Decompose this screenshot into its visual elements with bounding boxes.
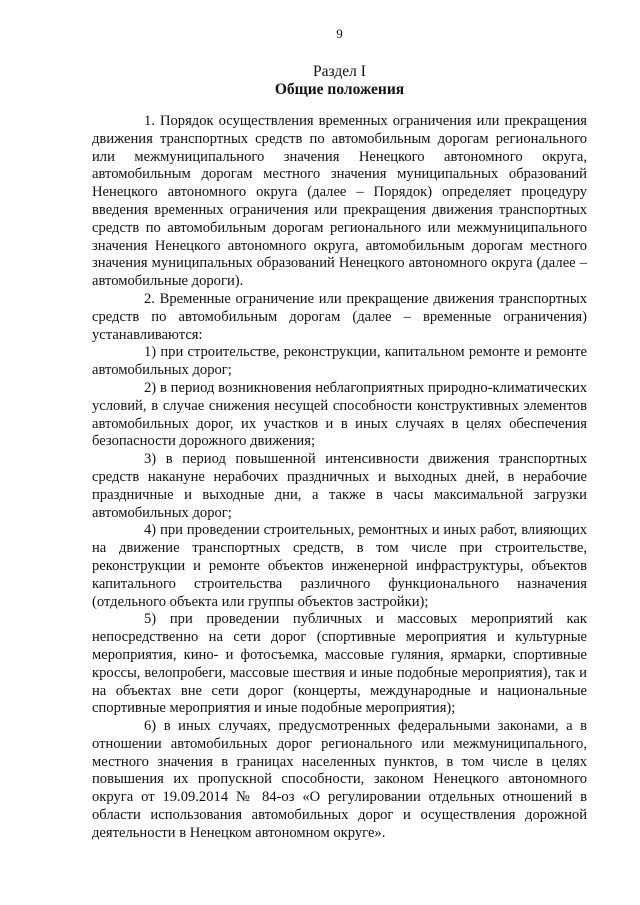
section-title: Общие положения bbox=[274, 81, 405, 98]
list-item-6: 6) в иных случаях, предусмотренных федеральными законами, а в отношении автомобильных дорог регионального или межмуниципального, местного значения в границах населенных пунктов, в том числе в целях повышения их пропускной способности, законом Ненецкого автономного округа от 19.09.2014 № 84-оз «О регулировании отдельных отношений в области использования автомобильных дорог и осуществления дорожной деятельности в Ненецком автономном округе». bbox=[92, 718, 587, 841]
section-heading bbox=[92, 63, 587, 99]
paragraph-1: 1. Порядок осуществления временных ограничения или прекращения движения транспортных средств по автомобильным дорогам регионального или межмуниципального значения Ненецкого автономного округа, автомобильным дорогам местного значения муниципальных образований Ненецкого автономного округа (далее – Порядок) определяет процедуру введения временных ограничения или прекращения движения транспортных средств по автомобильным дорогам регионального или межмуниципального значения Ненецкого автономного округа, автомобильным дорогам местного значения муниципальных образований Ненецкого автономного округа (далее – автомобильные дороги). bbox=[92, 113, 587, 290]
list-item-5: 5) при проведении публичных и массовых мероприятий как непосредственно на сети дорог (спортивные мероприятия и культурные мероприятия, кино- и фотосъемка, массовые гуляния, ярмарки, спортивные кроссы, велопробеги, массовые шествия и иные подобные мероприятия), так и на объектах вне сети дорог (концерты, международные и национальные спортивные мероприятия и иные подобные мероприятия); bbox=[92, 611, 587, 717]
list-item-1: 1) при строительстве, реконструкции, капитальном ремонте и ремонте автомобильных дорог; bbox=[92, 344, 587, 379]
document-body bbox=[92, 113, 587, 843]
list-item-2: 2) в период возникновения неблагоприятных природно-климатических условий, в случае снижения несущей способности конструктивных элементов автомобильных дорог, их участков и в иных случаях в целях обеспечения безопасности дорожного движения; bbox=[92, 379, 587, 450]
list-item-3: 3) в период повышенной интенсивности движения транспортных средств накануне нерабочих праздничных и выходных дней, в нерабочие праздничные и выходные дни, а также в часы максимальной загрузки автомобильных дорог; bbox=[92, 451, 587, 521]
list-item-4: 4) при проведении строительных, ремонтных и иных работ, влияющих на движение транспортных средств, в том числе при строительстве, реконструкции и ремонте объектов инженерной инфраструктуры, объектов капитального строительства различного функционального назначения (отдельного объекта или группы объектов застройки); bbox=[92, 522, 587, 610]
page-number: 9 bbox=[336, 26, 343, 41]
section-label: Раздел I bbox=[313, 63, 366, 80]
paragraph-2: 2. Временные ограничение или прекращение движения транспортных средств по автомобильным дорогам (далее – временные ограничения) устанавливаются: bbox=[92, 290, 587, 343]
